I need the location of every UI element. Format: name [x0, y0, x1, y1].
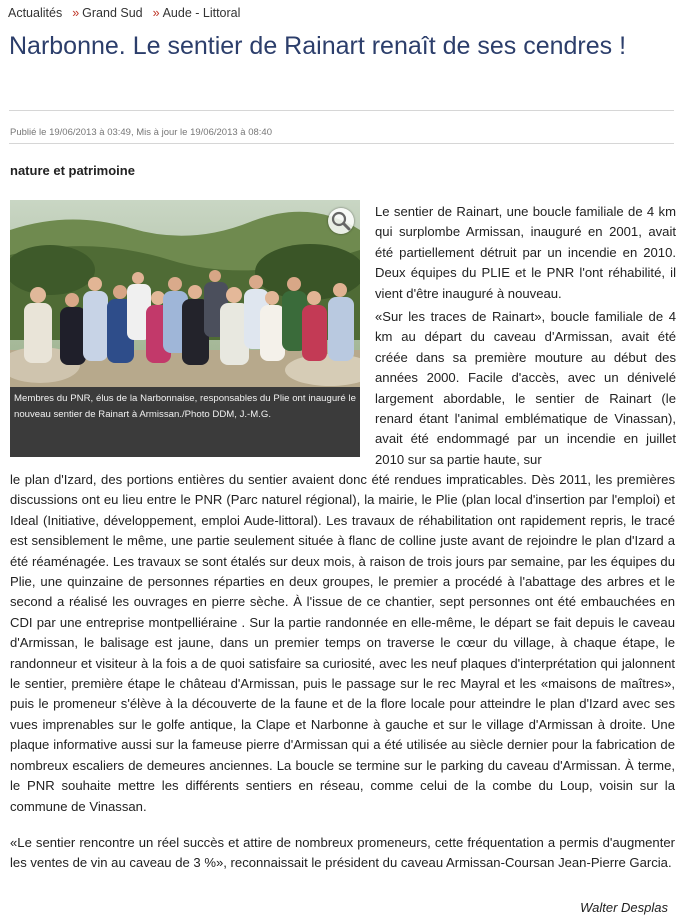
article-author: Walter Desplas [580, 900, 668, 915]
section-label: nature et patrimoine [10, 163, 135, 178]
breadcrumb-separator: » [152, 6, 160, 20]
article-paragraph: Le sentier de Rainart, une boucle familiale de 4 km qui surplombe Armissan, inauguré en 2001, avait été partiellement détruit par un incendie en 2010. Deux équipes du PLIE et le PNR l'ont réhabilité, il vient d'être inauguré à nouveau. [375, 204, 676, 301]
magnifier-icon[interactable] [328, 208, 354, 234]
breadcrumb-item-actualites[interactable]: Actualités [8, 6, 63, 20]
article-paragraph: le plan d'Izard, des portions entières du sentier avaient donc été rendues impraticables. Dès 2011, les premières discussions ont eu lieu entre le PNR (Parc naturel régional), la mairie, le Plie (plan local d'insertion par l'emploi) et Ideal (Initiative, développement, emploi Aude-littoral). Les travaux de réhabilitation ont rapidement repris, le tracé est sensiblement le même, une partie seulement située à flanc de colline juste avant de rejoindre le plan d'Izard a été réaménagée. Les travaux se sont étalés sur deux mois, à raison de trois jours par semaine, par les équipes du Plie, une quinzaine de personnes réparties en deux groupes, le premier a procédé à l'abattage des arbres et le second a réalisé les ouvrages en pierre sèche. À l'issue de ce chantier, sept personnes ont été embauchées en CDI par une entreprise montpelliéraine . Sur la partie randonnée en elle-même, le départ se fait depuis le caveau d'Armissan, le balisage est jaune, dans un premier temps on traverse le cœur du village, à chaque étape, le randonneur et visiteur à la fois a de quoi satisfaire sa curiosité, avec les neuf plaques d'interprétation qui jalonnent le sentier, première étape le château d'Armissan, puis le passage sur le rec Mayral et les «maisons de maîtres», puis le promeneur s'élève à la découverte de la faune et de la flore locale pour atteindre le plan d'Izard avec ses vues imprenables sur le golfe antique, la Clape et Narbonne à gauche et sur le village d'Armissan à droite. Une plaque informative aussi sur la fameuse pierre d'Armissan qui a été utilisée au siècle dernier pour la fabrication de nombreux escaliers de demeures anciennes. La boucle se termine sur le parking du caveau d'Armissan. À terme, le PNR souhaite mettre les différents sentiers en réseau, comme celui de la combe du Loup, voisin sur la commune de Vinassan. [10, 472, 675, 814]
article-figure [10, 200, 360, 457]
article-title: Narbonne. Le sentier de Rainart renaît de ses cendres ! [9, 32, 627, 60]
divider [9, 110, 674, 111]
breadcrumb-item-aude-littoral[interactable]: Aude - Littoral [162, 6, 241, 20]
photo-caption: Membres du PNR, élus de la Narbonnaise, responsables du Plie ont inauguré le nouveau sentier de Rainart à Armissan./Photo DDM, J.-M.G. [10, 387, 360, 457]
publication-date: Publié le 19/06/2013 à 03:49, Mis à jour le 19/06/2013 à 08:40 [10, 127, 272, 138]
divider [9, 143, 674, 144]
article-photo[interactable] [10, 200, 360, 387]
breadcrumb [8, 6, 240, 20]
article-paragraph: «Le sentier rencontre un réel succès et attire de nombreux promeneurs, cette fréquentation a permis d'augmenter les ventes de vin au caveau de 3 %», reconnaissait le président du caveau Armissan-Coursan Jean-Pierre Garcia. [10, 835, 675, 871]
article-paragraph: «Sur les traces de Rainart», boucle familiale de 4 km au départ du caveau d'Armissan, avait été créée dans sa première mouture au début des années 2000. Facile d'accès, avec un dénivelé largement abordable, le sentier de Rainart (le renard étant l'animal emblématique de Vinassan), avait été endommagé par un incendie en juillet 2010 sur sa partie haute, sur [375, 309, 676, 467]
breadcrumb-item-grand-sud[interactable]: Grand Sud [82, 6, 143, 20]
photo-illustration [10, 200, 360, 387]
breadcrumb-separator: » [72, 6, 80, 20]
